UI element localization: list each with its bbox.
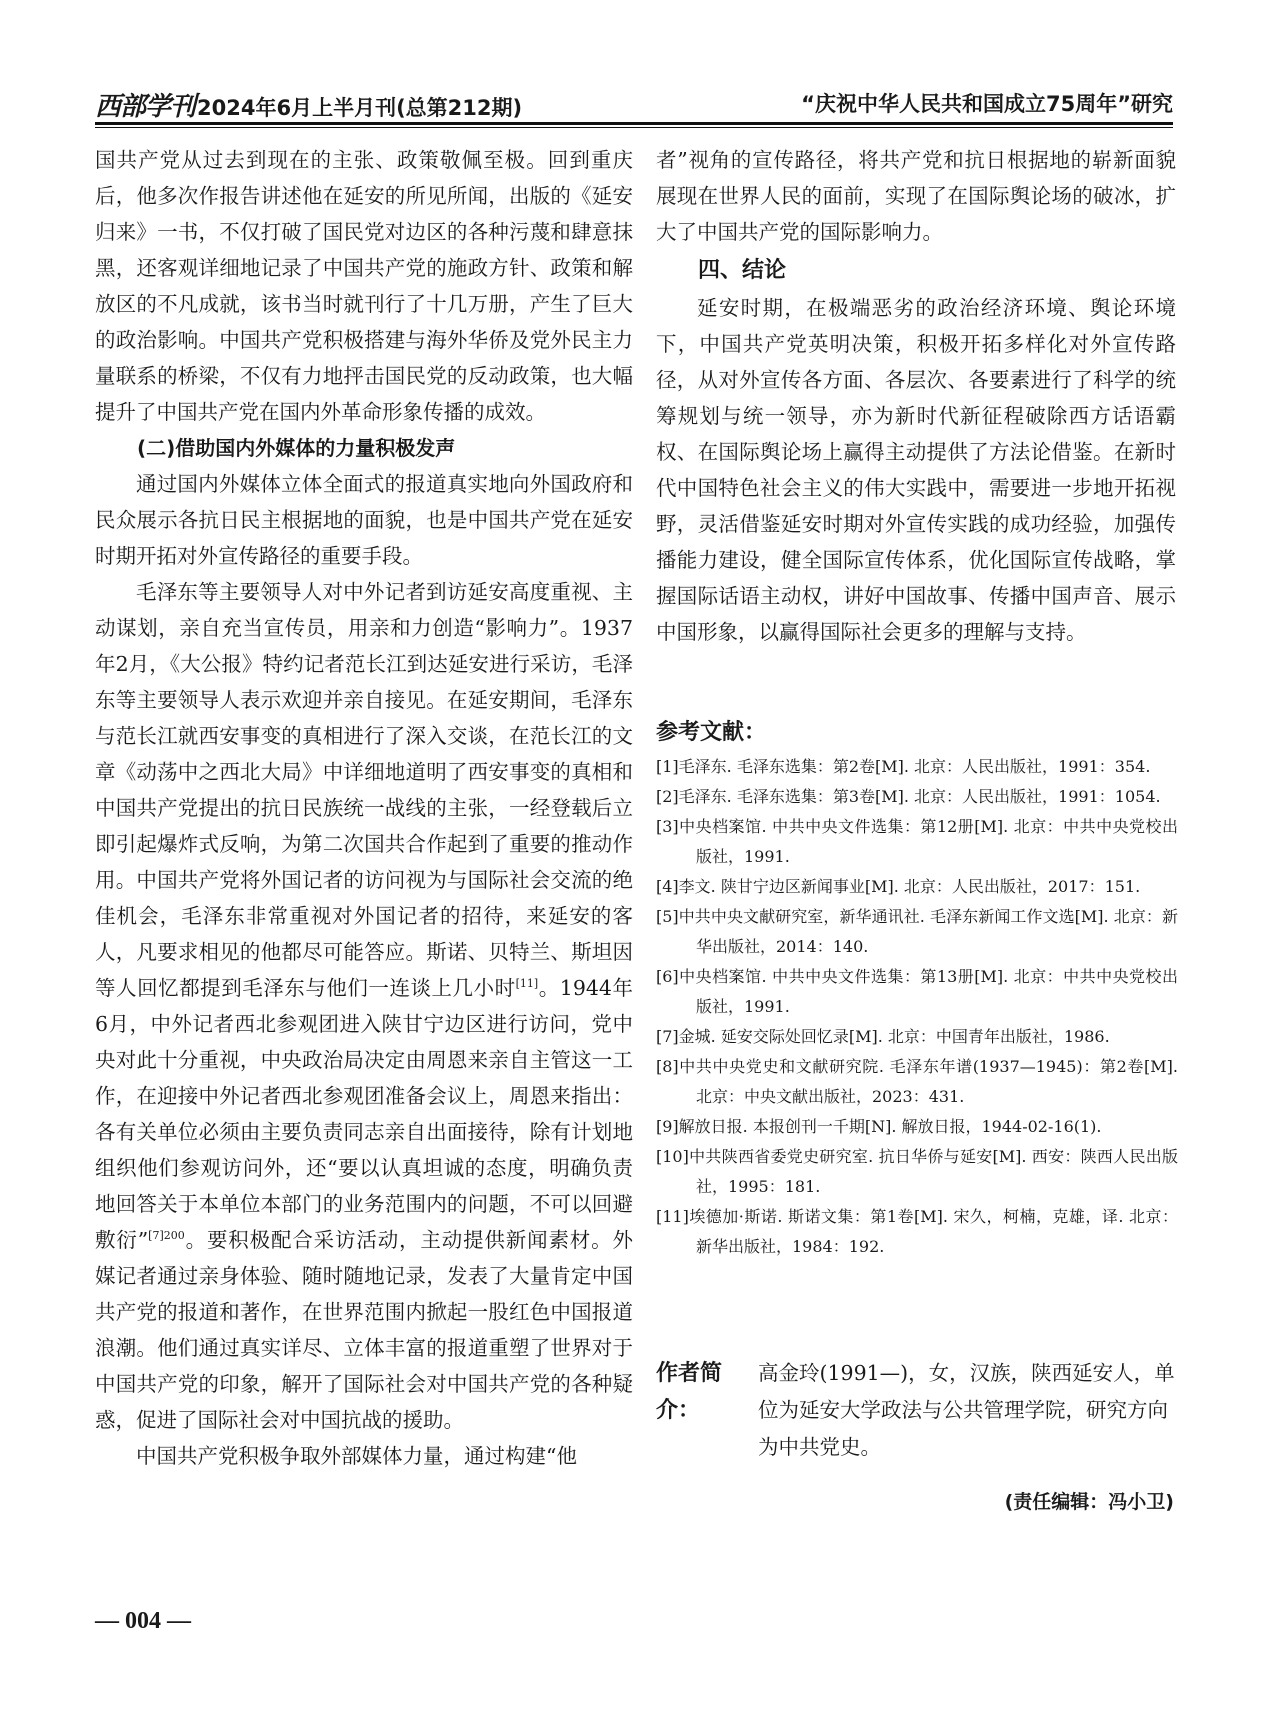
reference-item: [6]中央档案馆. 中共中央文件选集：第13册[M]. 北京：中共中央党校出版社，1991. bbox=[656, 967, 1178, 1016]
responsible-editor: (责任编辑：冯小卫) bbox=[1004, 1491, 1174, 1513]
paragraph-text: 。1944年6月，中外记者西北参观团进入陕甘宁边区进行访问，党中央对此十分重视，中央政治局决定由周恩来亲自主管这一工作，在迎接中外记者西北参观团准备会议上，周恩来指出：各有关单位必须由主要负责同志亲自出面接待，除有计划地组织他们参观访问外，还“要以认真坦诚的态度，明确负责地回答关于本单位本部门的业务范围内的问题，不可以回避敷衍” bbox=[95, 976, 634, 1252]
reference-item: [11]埃德加·斯诺. 斯诺文集：第1卷[M]. 宋久，柯楠，克雄，译. 北京：新华出版社，1984：192. bbox=[656, 1207, 1178, 1256]
author-bio bbox=[656, 1355, 1178, 1466]
section-heading: 四、结论 bbox=[698, 258, 787, 283]
reference-item: [10]中共陕西省委党史研究室. 抗日华侨与延安[M]. 西安：陕西人民出版社，1995：181. bbox=[656, 1147, 1178, 1196]
issue-info: 2024年6月上半月刊(总第212期) bbox=[197, 96, 523, 120]
left-column bbox=[95, 142, 633, 1474]
paragraph-text: 。要积极配合采访活动，主动提供新闻素材。外媒记者通过亲身体验、随时随地记录，发表了大量肯定中国共产党的报道和著作，在世界范围内掀起一股红色中国报道浪潮。他们通过真实详尽、立体丰富的报道重塑了世界对于中国共产党的印象，解开了国际社会对中国共产党的各种疑惑，促进了国际社会对中国抗战的援助。 bbox=[95, 1228, 633, 1432]
paragraph bbox=[95, 574, 633, 1438]
subsection-heading: (二)借助国内外媒体的力量积极发声 bbox=[137, 436, 456, 460]
references-title: 参考文献： bbox=[656, 720, 767, 745]
page-header bbox=[95, 86, 1173, 126]
header-rule bbox=[95, 122, 1173, 125]
reference-item: [2]毛泽东. 毛泽东选集：第3卷[M]. 北京：人民出版社，1991：1054. bbox=[656, 787, 1161, 806]
paragraph: 者”视角的宣传路径，将共产党和抗日根据地的崭新面貌展现在世界人民的面前，实现了在国际舆论场的破冰，扩大了中国共产党的国际影响力。 bbox=[656, 148, 1176, 244]
references-list bbox=[656, 752, 1178, 1262]
header-left bbox=[95, 86, 522, 123]
paragraph-text: 毛泽东等主要领导人对中外记者到访延安高度重视、主动谋划，亲自充当宣传员，用亲和力创造“影响力”。1937年2月，《大公报》特约记者范长江到达延安进行采访，毛泽东等主要领导人表示欢迎并亲自接见。在延安期间，毛泽东与范长江就西安事变的真相进行了深入交谈，在范长江的文章《动荡中之西北大局》中详细地道明了西安事变的真相和中国共产党提出的抗日民族统一战线的主张，一经登载后立即引起爆炸式反响，为第二次国共合作起到了重要的推动作用。中国共产党将外国记者的访问视为与国际社会交流的绝佳机会，毛泽东非常重视对外国记者的招待，来延安的客人，凡要求相见的他都尽可能答应。斯诺、贝特兰、斯坦因等人回忆都提到毛泽东与他们一连谈上几小时 bbox=[95, 580, 633, 1000]
paragraph: 通过国内外媒体立体全面式的报道真实地向外国政府和民众展示各抗日民主根据地的面貌，也是中国共产党在延安时期开拓对外宣传路径的重要手段。 bbox=[95, 472, 633, 568]
paragraph: 中国共产党积极争取外部媒体力量，通过构建“他 bbox=[136, 1444, 577, 1468]
reference-item: [1]毛泽东. 毛泽东选集：第2卷[M]. 北京：人民出版社，1991：354. bbox=[656, 757, 1151, 776]
column-topic: “庆祝中华人民共和国成立75周年”研究 bbox=[801, 92, 1173, 116]
page-number: — 004 — bbox=[95, 1608, 191, 1634]
reference-item: [9]解放日报. 本报创刊一千期[N]. 解放日报，1944-02-16(1). bbox=[656, 1117, 1102, 1136]
paragraph: 延安时期，在极端恶劣的政治经济环境、舆论环境下，中国共产党英明决策，积极开拓多样化对外宣传路径，从对外宣传各方面、各层次、各要素进行了科学的统筹规划与统一领导，亦为新时代新征程破除西方话语霸权、在国际舆论场上赢得主动提供了方法论借鉴。在新时代中国特色社会主义的伟大实践中，需要进一步地开拓视野，灵活借鉴延安时期对外宣传实践的成功经验，加强传播能力建设，健全国际宣传体系，优化国际宣传战略，掌握国际话语主动权，讲好中国故事、传播中国声音、展示中国形象，以赢得国际社会更多的理解与支持。 bbox=[656, 296, 1176, 644]
reference-item: [3]中央档案馆. 中共中央文件选集：第12册[M]. 北京：中共中央党校出版社，1991. bbox=[656, 817, 1178, 866]
reference-item: [5]中共中央文献研究室，新华通讯社. 毛泽东新闻工作文选[M]. 北京：新华出版社，2014：140. bbox=[656, 907, 1178, 956]
reference-item: [8]中共中央党史和文献研究院. 毛泽东年谱(1937—1945)：第2卷[M]. 北京：中央文献出版社，2023：431. bbox=[656, 1057, 1178, 1106]
reference-item: [7]金城. 延安交际处回忆录[M]. 北京：中国青年出版社，1986. bbox=[656, 1027, 1110, 1046]
reference-item: [4]李文. 陕甘宁边区新闻事业[M]. 北京：人民出版社，2017：151. bbox=[656, 877, 1141, 896]
author-text: 高金玲(1991—)，女，汉族，陕西延安人，单位为延安大学政法与公共管理学院，研究方向为中共党史。 bbox=[758, 1361, 1175, 1459]
citation: [7]200 bbox=[148, 1229, 185, 1242]
journal-logo: 西部学刊 bbox=[95, 92, 196, 122]
paragraph: 国共产党从过去到现在的主张、政策敬佩至极。回到重庆后，他多次作报告讲述他在延安的所见所闻，出版的《延安归来》一书，不仅打破了国民党对边区的各种污蔑和肆意抹黑，还客观详细地记录了中国共产党的施政方针、政策和解放区的不凡成就，该书当时就刊行了十几万册，产生了巨大的政治影响。中国共产党积极搭建与海外华侨及党外民主力量联系的桥梁，不仅有力地抨击国民党的反动政策，也大幅提升了中国共产党在国内外革命形象传播的成效。 bbox=[95, 148, 633, 424]
citation: [11] bbox=[515, 977, 539, 990]
right-column bbox=[656, 142, 1176, 650]
header-rule-thin bbox=[95, 127, 1173, 128]
author-label: 作者简介： bbox=[656, 1361, 723, 1423]
